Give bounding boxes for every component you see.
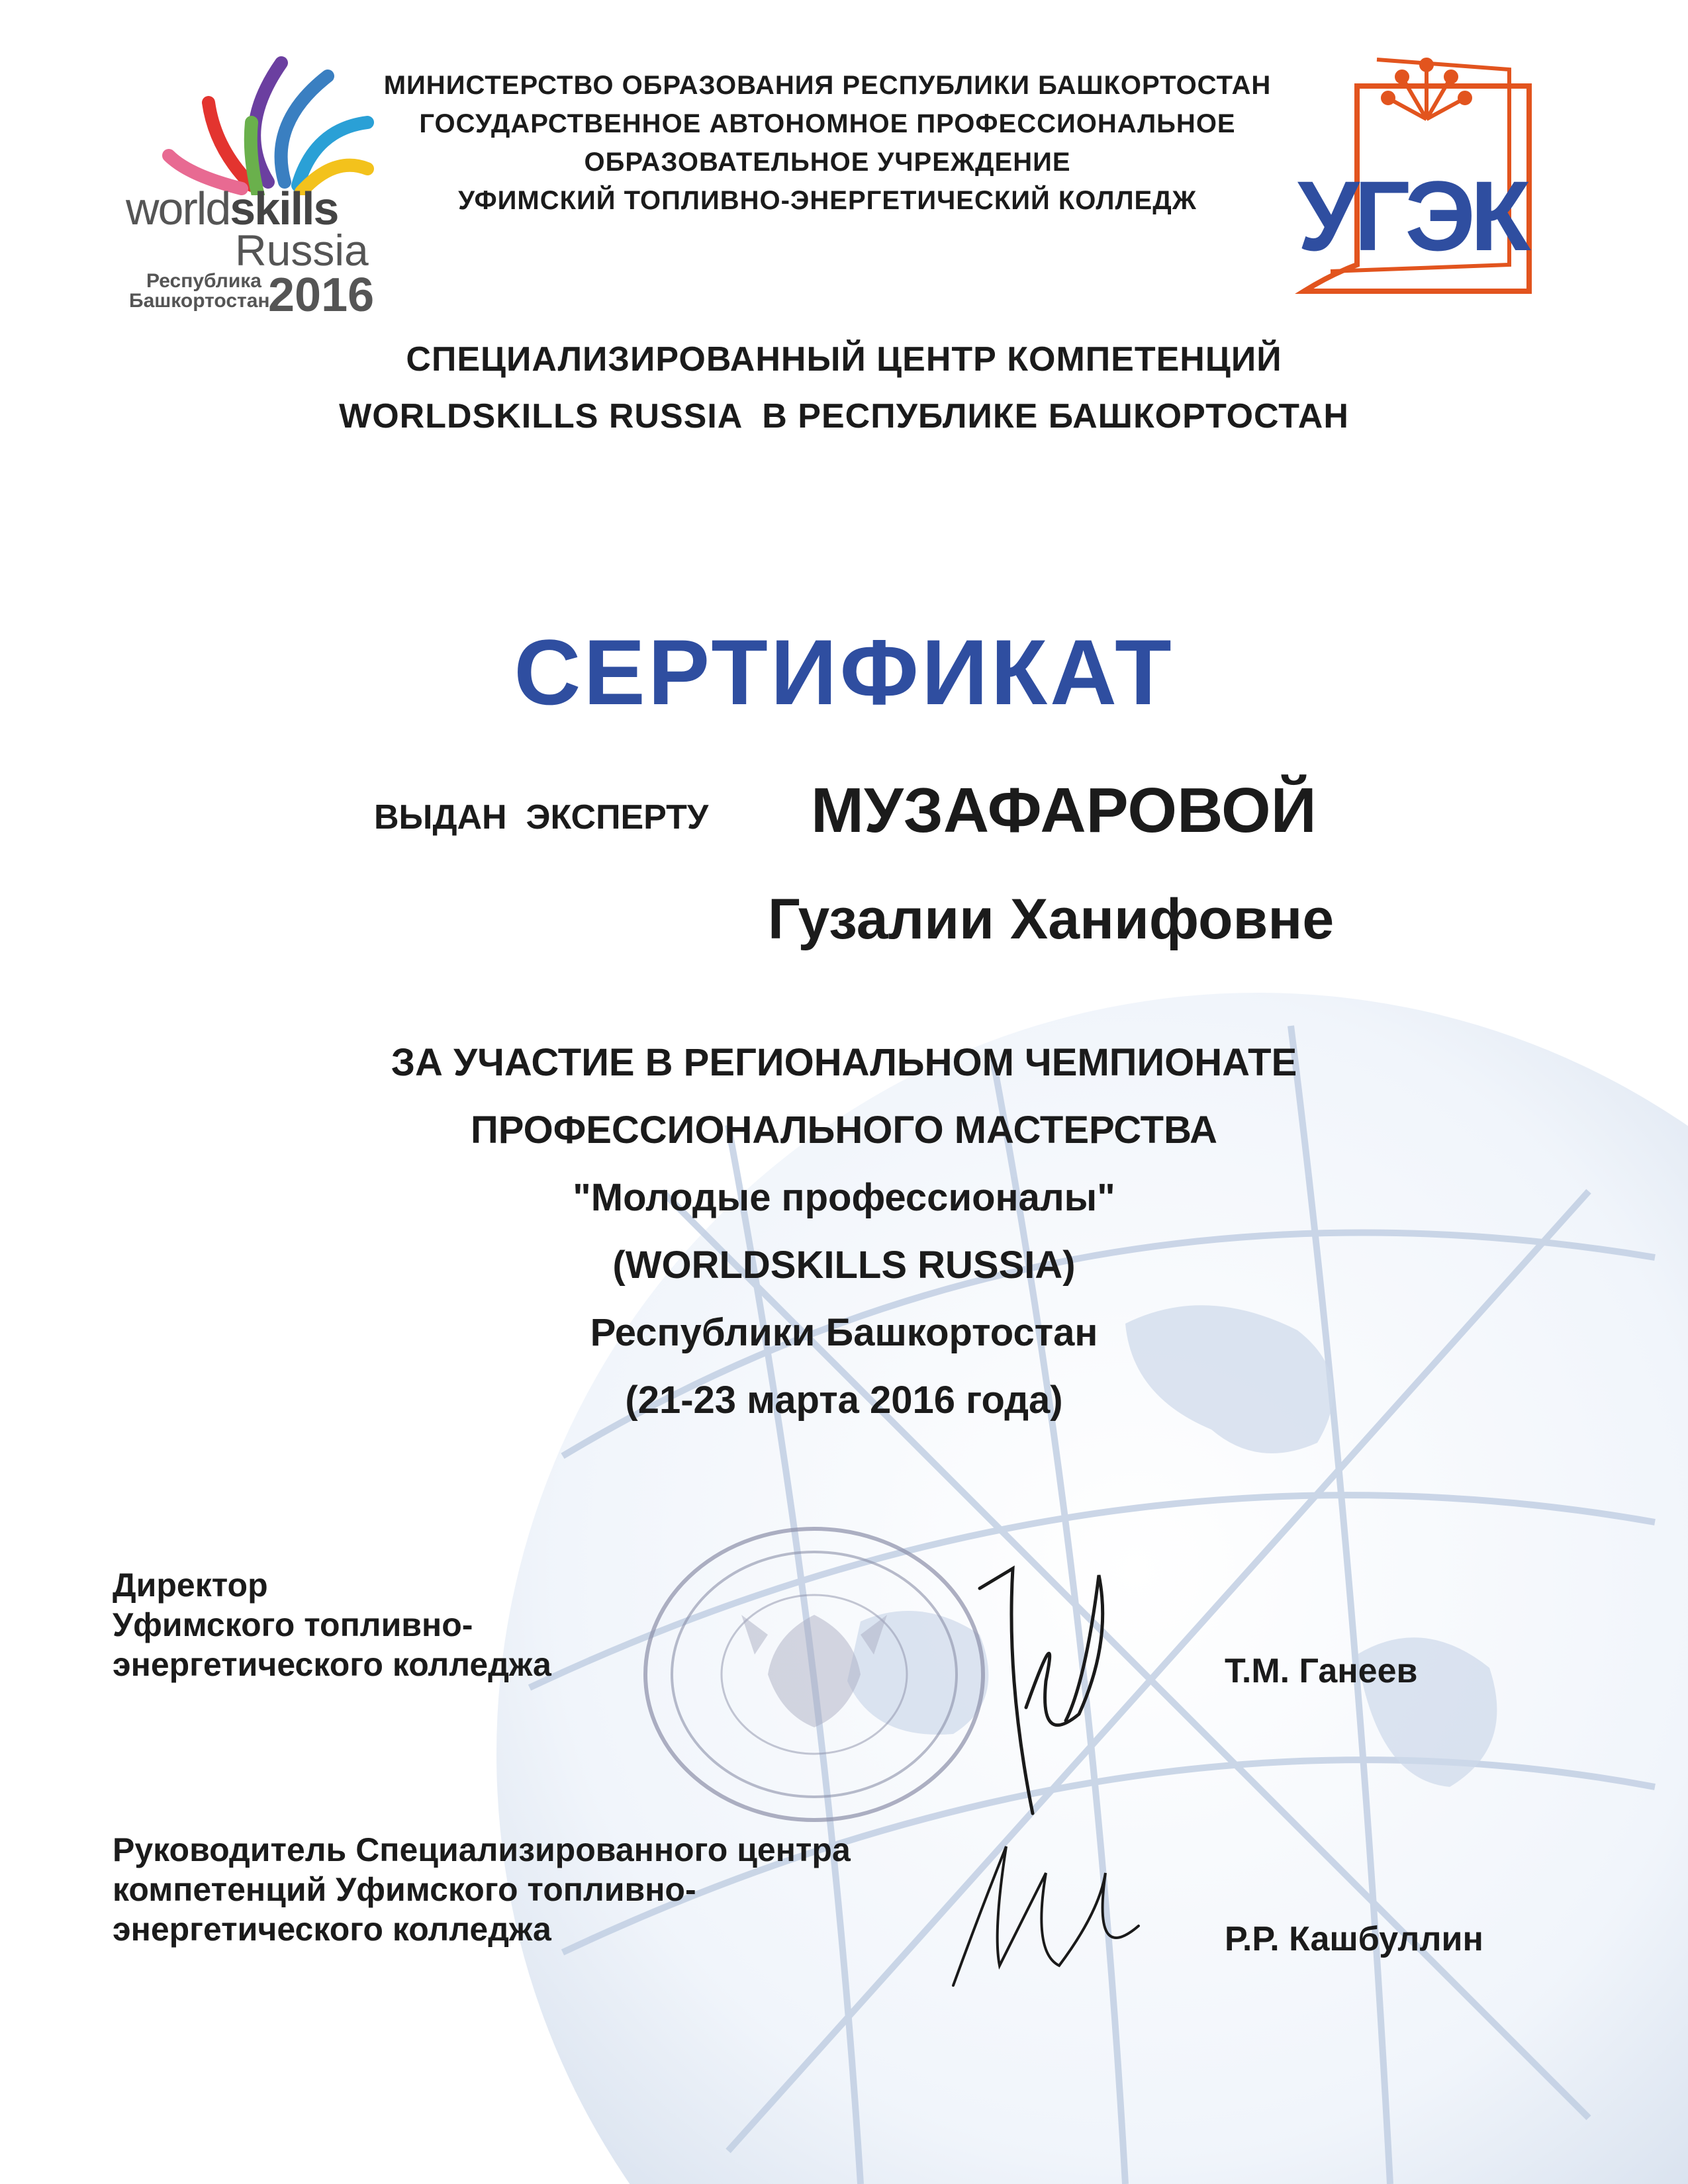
college-abbreviation: УГЭК [1297, 160, 1526, 271]
competence-center-title [199, 331, 1489, 445]
worldskills-word-skills: skills [230, 183, 338, 234]
signature-2-handwriting [940, 1833, 1158, 1999]
center-title-line-1: СПЕЦИАЛИЗИРОВАННЫЙ ЦЕНТР КОМПЕТЕНЦИЙ [406, 340, 1282, 379]
signature-1-role [113, 1565, 551, 1684]
worldskills-brush-icon [116, 50, 381, 195]
certificate-title: СЕРТИФИКАТ [514, 620, 1174, 724]
college-logo [1291, 46, 1556, 311]
recipient-surname: МУЗАФАРОВОЙ [811, 775, 1317, 846]
worldskills-region-line1: Республика [146, 270, 261, 292]
worldskills-logo [116, 50, 381, 322]
worldskills-year: 2016 [268, 269, 375, 322]
signature-1-role-line-3: энергетического колледжа [113, 1646, 551, 1683]
reason-line-3: "Молодые профессионалы" [573, 1176, 1115, 1219]
ministry-header [371, 66, 1284, 220]
signature-1-role-line-1: Директор [113, 1567, 268, 1604]
signature-2-role [113, 1830, 851, 1949]
reason-line-4: (WORLDSKILLS RUSSIA) [612, 1244, 1076, 1287]
ministry-line-1: МИНИСТЕРСТВО ОБРАЗОВАНИЯ РЕСПУБЛИКИ БАШКОРТОСТАН [383, 71, 1272, 100]
signature-1-role-line-2: Уфимского топливно- [113, 1606, 473, 1643]
recipient-name: Гузалии Ханифовне [768, 887, 1335, 951]
ministry-line-3: ОБРАЗОВАТЕЛЬНОЕ УЧРЕЖДЕНИЕ [584, 148, 1071, 177]
worldskills-region-line2: Башкортостан [129, 290, 270, 312]
signature-2-name: Р.Р. Кашбуллин [1225, 1920, 1483, 1958]
award-reason [199, 1029, 1489, 1434]
official-seal-stamp [635, 1522, 993, 1827]
ministry-line-2: ГОСУДАРСТВЕННОЕ АВТОНОМНОЕ ПРОФЕССИОНАЛЬНОЕ [419, 109, 1236, 138]
signature-2-role-line-2: компетенций Уфимского топливно- [113, 1871, 696, 1908]
issued-to-label: ВЫДАН ЭКСПЕРТУ [374, 798, 709, 837]
worldskills-word-world: world [126, 183, 230, 234]
signature-2-role-line-3: энергетического колледжа [113, 1911, 551, 1948]
reason-line-2: ПРОФЕССИОНАЛЬНОГО МАСТЕРСТВА [471, 1109, 1217, 1152]
worldskills-word-russia: Russia [235, 226, 369, 275]
reason-line-1: ЗА УЧАСТИЕ В РЕГИОНАЛЬНОМ ЧЕМПИОНАТЕ [391, 1041, 1297, 1084]
reason-line-5: Республики Башкортостан [590, 1311, 1098, 1354]
ministry-line-4: УФИМСКИЙ ТОПЛИВНО-ЭНЕРГЕТИЧЕСКИЙ КОЛЛЕДЖ [458, 186, 1197, 215]
signature-1-name: Т.М. Ганеев [1225, 1652, 1418, 1690]
reason-line-6: (21-23 марта 2016 года) [625, 1379, 1063, 1422]
center-title-line-2: WORLDSKILLS RUSSIA В РЕСПУБЛИКЕ БАШКОРТОСТАН [339, 397, 1349, 435]
signature-2-role-line-1: Руководитель Специализированного центра [113, 1831, 851, 1868]
signature-1-handwriting [966, 1549, 1139, 1827]
